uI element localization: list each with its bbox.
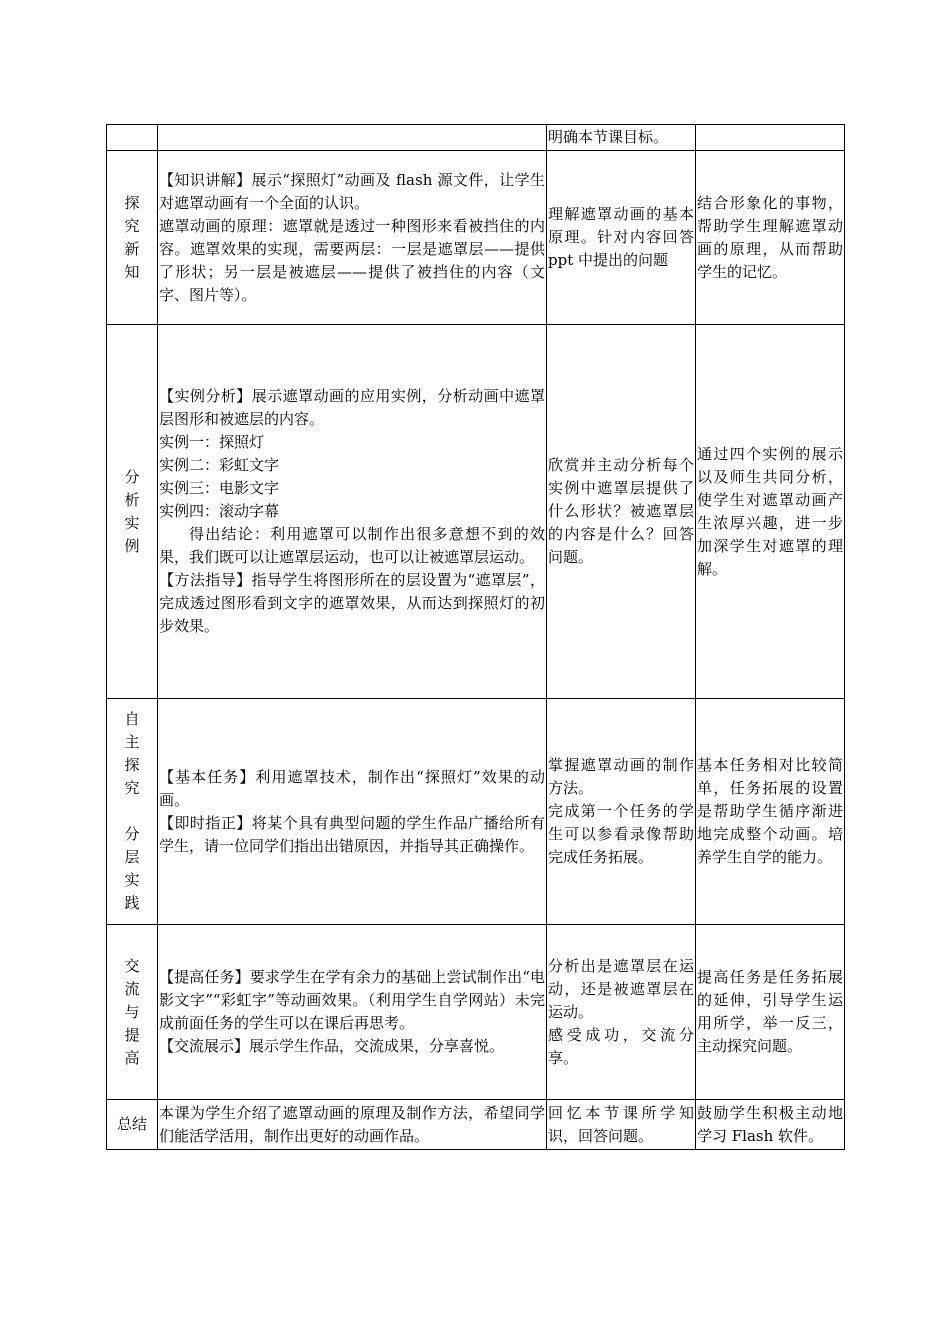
design-intent-cell [696, 151, 845, 325]
stage-cell [107, 125, 158, 151]
design-intent-cell [696, 1100, 845, 1150]
student-activity-cell [547, 151, 696, 325]
content-paragraph: 【实例分析】展示遮罩动画的应用实例，分析动画中遮罩层图形和被遮层的内容。 [159, 387, 545, 428]
content-paragraph: 本课为学生介绍了遮罩动画的原理及制作方法，希望同学们能活学活用，制作出更好的动画作品。 [159, 1103, 545, 1145]
content-paragraph: 【知识讲解】展示“探照灯”动画及 flash 源文件，让学生对遮罩动画有一个全面的认识。 [159, 170, 545, 212]
student-activity-text: 感受成功，交流分享。 [548, 1025, 694, 1067]
stage-char: 实 [124, 513, 140, 532]
student-activity-text: 完成第一个任务的学生可以参看录像帮助完成任务拓展。 [548, 802, 694, 866]
stage-cell [107, 699, 158, 925]
table-row [107, 125, 845, 151]
stage-cell [107, 925, 158, 1100]
design-intent-cell [696, 125, 845, 151]
design-intent-text: 鼓励学生积极主动地学习 Flash 软件。 [697, 1103, 843, 1145]
stage-char: 分 [124, 825, 140, 843]
stage-char: 探 [124, 756, 140, 774]
stage-spacer [108, 800, 156, 823]
design-intent-cell [696, 699, 845, 925]
stage-char: 提 [124, 1025, 140, 1044]
design-intent-cell [696, 325, 845, 699]
design-intent-text: 结合形象化的事物，帮助学生理解遮罩动画的原理，从而帮助学生的记忆。 [697, 193, 843, 281]
stage-char: 究 [124, 216, 140, 235]
stage-char: 主 [124, 733, 140, 751]
content-paragraph: 实例二：彩虹文字 [159, 456, 280, 474]
stage-char: 知 [124, 262, 140, 281]
student-activity-cell [547, 125, 696, 151]
content-paragraph: 实例一：探照灯 [159, 433, 265, 451]
stage-char: 与 [124, 1002, 140, 1021]
design-intent-text: 提高任务是任务拓展的延伸，引导学生运用所学，举一反三，主动探究问题。 [697, 968, 843, 1055]
stage-char: 交 [124, 956, 140, 975]
content-cell [158, 151, 547, 325]
content-paragraph: 实例三：电影文字 [159, 479, 280, 497]
table-row [107, 325, 845, 699]
stage-char: 分 [124, 467, 140, 486]
content-paragraph: 【交流展示】展示学生作品，交流成果，分享喜悦。 [159, 1037, 505, 1055]
table-row [107, 1100, 845, 1150]
student-activity-text: 分析出是遮罩层在运动，还是被遮罩层在运动。 [548, 956, 694, 1021]
lesson-plan-table [106, 124, 845, 1150]
stage-cell [107, 151, 158, 325]
content-paragraph: 【方法指导】指导学生将图形所在的层设置为“遮罩层”，完成透过图形看到文字的遮罩效果，从而达到探照灯的初步效果。 [159, 571, 545, 635]
stage-cell [107, 1100, 158, 1150]
content-paragraph: 【提高任务】要求学生在学有余力的基础上尝试制作出“电影文字”“彩虹字”等动画效果。（利用学生自学网站）未完成前面任务的学生可以在课后再思考。 [159, 968, 545, 1032]
content-paragraph: 遮罩动画的原理：遮罩就是透过一种图形来看被挡住的内容。遮罩效果的实现，需要两层：一层是遮罩层——提供了形状；另一层是被遮层——提供了被挡住的内容（文字、图片等）。 [159, 216, 545, 304]
stage-char: 新 [124, 239, 140, 258]
student-activity-text: 回忆本节课所学知识，回答问题。 [548, 1103, 694, 1145]
content-paragraph: 【基本任务】利用遮罩技术，制作出“探照灯”效果的动画。 [159, 767, 545, 809]
student-activity-text: 掌握遮罩动画的制作方法。 [548, 756, 694, 797]
content-cell [158, 925, 547, 1100]
design-intent-text: 通过四个实例的展示以及师生共同分析，使学生对遮罩动画产生浓厚兴趣，进一步加深学生对遮罩的理解。 [697, 444, 843, 578]
student-activity-cell [547, 925, 696, 1100]
table-row [107, 699, 845, 925]
stage-char: 例 [124, 536, 140, 555]
stage-char: 探 [124, 193, 140, 212]
stage-cell [107, 325, 158, 699]
design-intent-cell [696, 925, 845, 1100]
content-cell [158, 1100, 547, 1150]
stage-char: 实 [124, 871, 140, 889]
stage-label: 总结 [116, 1115, 147, 1133]
stage-char: 层 [124, 848, 140, 866]
student-activity-cell [547, 1100, 696, 1150]
content-paragraph: 【即时指正】将某个具有典型问题的学生作品广播给所有学生，请一位同学们指出出错原因，并指导其正确操作。 [159, 813, 545, 855]
content-paragraph: 得出结论：利用遮罩可以制作出很多意想不到的效果，我们既可以让遮罩层运动，也可以让被遮罩层运动。 [159, 525, 545, 566]
design-intent-text: 基本任务相对比较简单，任务拓展的设置是帮助学生循序渐进地完成整个动画。培养学生自学的能力。 [697, 756, 843, 866]
content-cell [158, 699, 547, 925]
stage-char: 流 [124, 979, 140, 998]
stage-char: 析 [124, 490, 140, 509]
table-row [107, 151, 845, 325]
stage-char: 高 [124, 1048, 140, 1067]
stage-char: 自 [124, 710, 140, 728]
content-cell [158, 325, 547, 699]
content-paragraph: 实例四：滚动字幕 [159, 502, 280, 520]
student-activity-text: 明确本节课目标。 [548, 128, 669, 146]
student-activity-text: 理解遮罩动画的基本原理。针对内容回答 ppt 中提出的问题 [548, 205, 694, 269]
student-activity-text: 欣赏并主动分析每个实例中遮罩层提供了什么形状？被遮罩层的内容是什么？回答问题。 [548, 456, 694, 566]
student-activity-cell [547, 699, 696, 925]
table-row [107, 925, 845, 1100]
stage-char: 究 [124, 779, 140, 797]
student-activity-cell [547, 325, 696, 699]
stage-char: 践 [124, 894, 140, 912]
content-cell [158, 125, 547, 151]
